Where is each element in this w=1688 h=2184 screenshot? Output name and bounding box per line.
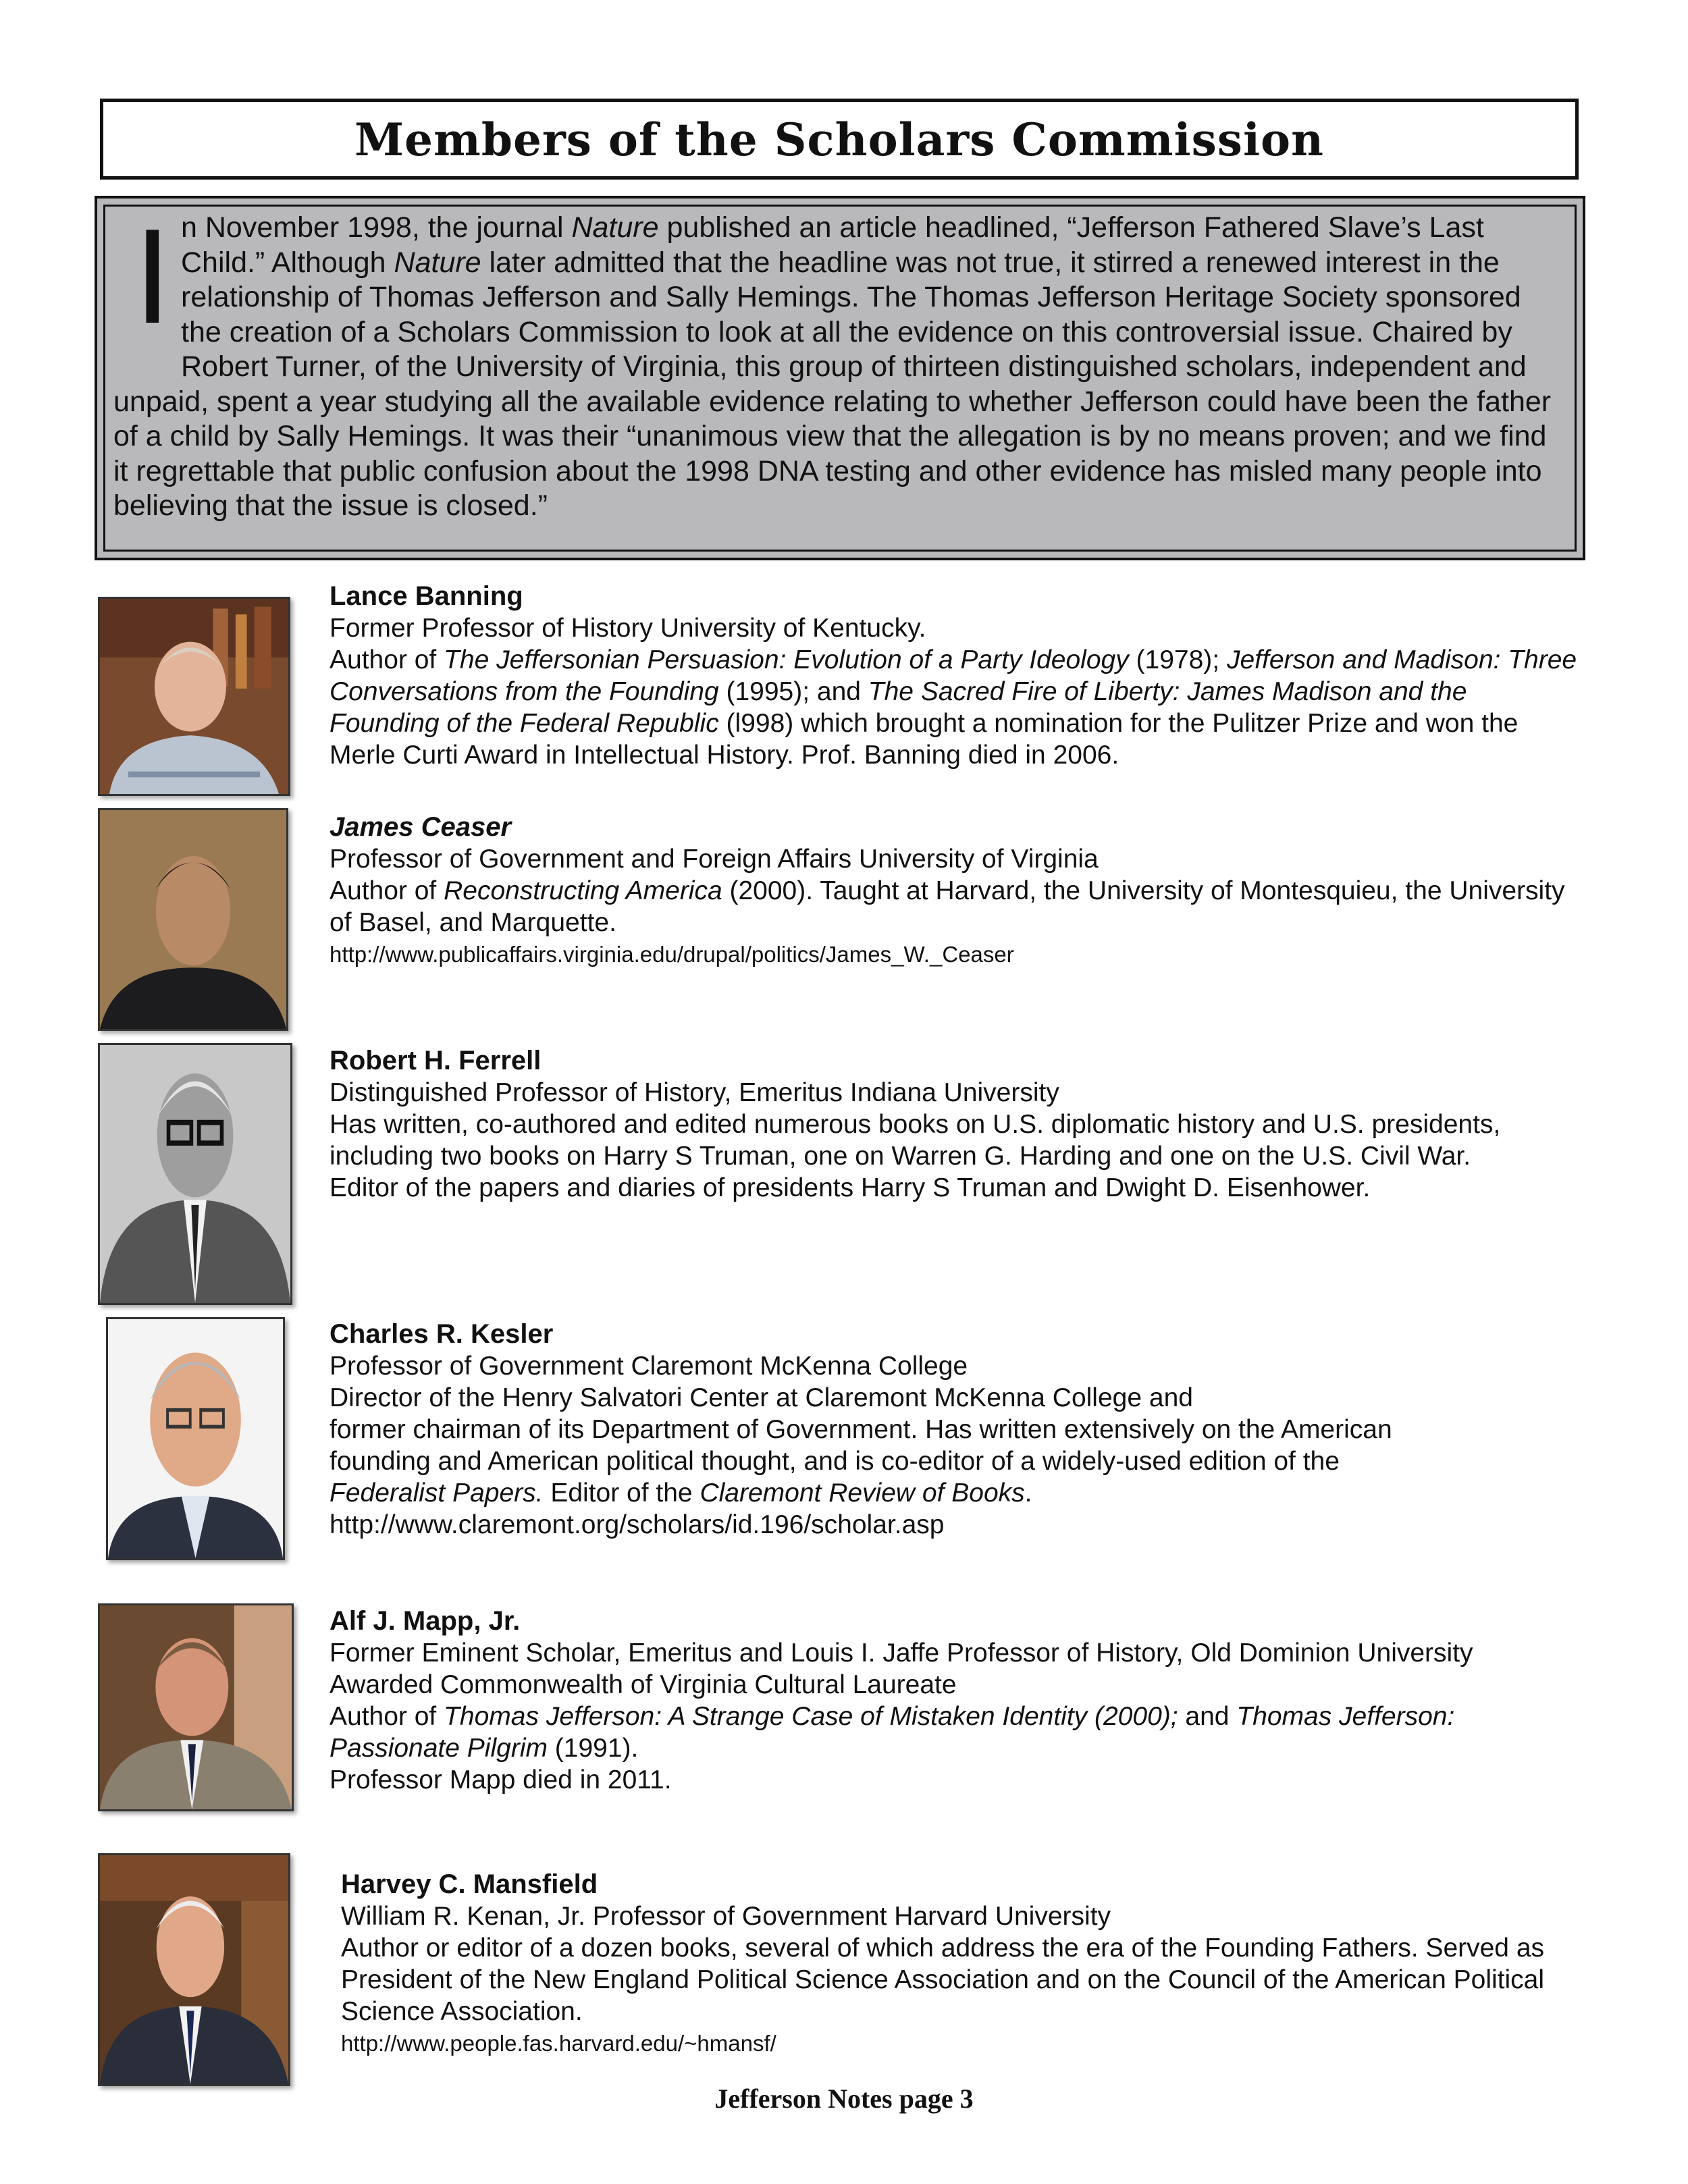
bio-line [329,875,1579,938]
bio-kesler [329,1319,1579,1541]
page-footer: Jefferson Notes page 3 [714,2083,974,2114]
bio-line: Editor of the papers and diaries of presidents Harry S Truman and Dwight D. Eisenhower. [329,1173,1371,1202]
book-title: Thomas Jefferson: A Strange Case of Mistaken Identity (2000); [444,1702,1178,1731]
book-title: Thomas Jefferson: Passionate Pilgrim [329,1702,1455,1763]
intro-text: published an article headlined, “Jefferson Fathered Slave’s Last Child.” Although [181,211,1484,279]
member-name: Lance Banning [329,581,523,611]
portrait-banning [98,597,290,796]
bio-banning [329,581,1579,771]
intro-text: n November 1998, the journal [181,211,572,244]
portrait-mapp [98,1603,294,1811]
bio-line [329,1414,1457,1509]
book-title: The Sacred Fire of Liberty: James Madison and the Founding of the Federal Republic [329,677,1467,738]
bio-mapp [329,1605,1579,1796]
bio-text: (1978); [1128,645,1227,674]
bio-line: Professor of Government and Foreign Affairs University of Virginia [329,845,1099,874]
book-title: The Jeffersonian Persuasion: Evolution of a Party Ideology [444,645,1129,674]
faculty-link[interactable]: http://www.people.fas.harvard.edu/~hmansf/ [341,2031,776,2056]
bio-line: Professor Mapp died in 2011. [329,1765,672,1794]
member-name: Robert H. Ferrell [329,1046,542,1075]
bio-text: Author of [329,645,444,674]
bio-text: Editor of the [543,1479,700,1508]
bio-line: William R. Kenan, Jr. Professor of Government Harvard University [341,1902,1111,1931]
portrait-ceaser [98,808,288,1031]
faculty-link[interactable]: http://www.publicaffairs.virginia.edu/drupal/politics/James_W._Ceaser [329,942,1014,967]
bio-line: Author or editor of a dozen books, several of which address the era of the Founding Fathers. Served as President of the New England Political Science Association and on the Council of the American Political Science Association. [341,1934,1545,2026]
bio-line: Former Professor of History University of Kentucky. [329,614,926,643]
bio-ceaser [329,811,1579,970]
member-name: Harvey C. Mansfield [341,1869,598,1899]
bio-text: former chairman of its Department of Government. Has written extensively on the American founding and American political thought, and is co-editor of a widely-used edition of the [329,1415,1392,1476]
portrait-kesler [106,1317,285,1560]
bio-line: Distinguished Professor of History, Emeritus Indiana University [329,1078,1059,1107]
bio-mansfield [341,1869,1590,2059]
book-title: Federalist Papers. [329,1479,544,1508]
portrait-ferrell [98,1043,292,1305]
faculty-link[interactable]: http://www.claremont.org/scholars/id.196/scholar.asp [329,1510,945,1539]
bio-text: (l998) which brought a nomination for the Pulitzer Prize and won the Merle Curti Award in Intellectual History. Prof. Banning died in 2006. [329,709,1519,770]
member-name: Alf J. Mapp, Jr. [329,1606,521,1636]
member-name: James Ceaser [329,812,512,842]
book-title: Reconstructing America [444,876,722,905]
title-box [100,99,1579,180]
bio-text: (2000). Taught at Harvard, the University of Montesquieu, the University of Basel, and Marquette. [329,876,1565,937]
bio-line: Director of the Henry Salvatori Center at Claremont McKenna College and [329,1383,1193,1412]
bio-text: . [1024,1479,1032,1508]
bio-line: Awarded Commonwealth of Virginia Cultural Laureate [329,1670,957,1699]
bio-line [329,644,1579,771]
intro-text: later admitted that the headline was not true, it stirred a renewed interest in the relationship of Thomas Jefferson and Sally Hemings. The Thomas Jefferson Heritage Society sponsored the creation of a Scholars Commission to look at all the evidence on this controversial issue. Chaired by Robert Turner, of the University of Virginia, this group of thirteen distinguished scholars, independent and unpaid, spent a year studying all the available evidence relating to whether Jefferson could have been the father of a child by Sally Hemings. It was their “unanimous view that the allegation is by no means proven; and we find it regrettable that public confusion about the 1998 DNA testing and other evidence has misled many people into believing that the issue is closed.” [113,246,1552,522]
bio-line: Professor of Government Claremont McKenna College [329,1352,968,1381]
bio-text: (1995); and [718,677,868,706]
page-title: Members of the Scholars Commission [354,113,1325,166]
member-name: Charles R. Kesler [329,1319,554,1349]
book-title: Claremont Review of Books [700,1479,1025,1508]
bio-text: and [1178,1702,1237,1731]
intro-italic: Nature [394,246,481,279]
bio-line: Has written, co-authored and edited numerous books on U.S. diplomatic history and U.S. presidents, including two books on Harry S Truman, one on Warren G. Harding and one on the U.S. Civil War. [329,1110,1501,1171]
intro-box [95,196,1585,560]
bio-line: Former Eminent Scholar, Emeritus and Louis I. Jaffe Professor of History, Old Dominion University [329,1639,1473,1668]
drop-cap: I [134,201,172,352]
portrait-mansfield [98,1853,290,2086]
bio-text: (1991). [547,1734,639,1763]
bio-text: Author of [329,876,444,905]
book-title: Jefferson and Madison: Three Conversations from the Founding [329,645,1577,706]
intro-paragraph [113,201,1558,524]
bio-text: Author of [329,1702,444,1731]
bio-line [329,1701,1579,1764]
bio-ferrell [329,1045,1579,1204]
intro-italic: Nature [571,211,659,244]
